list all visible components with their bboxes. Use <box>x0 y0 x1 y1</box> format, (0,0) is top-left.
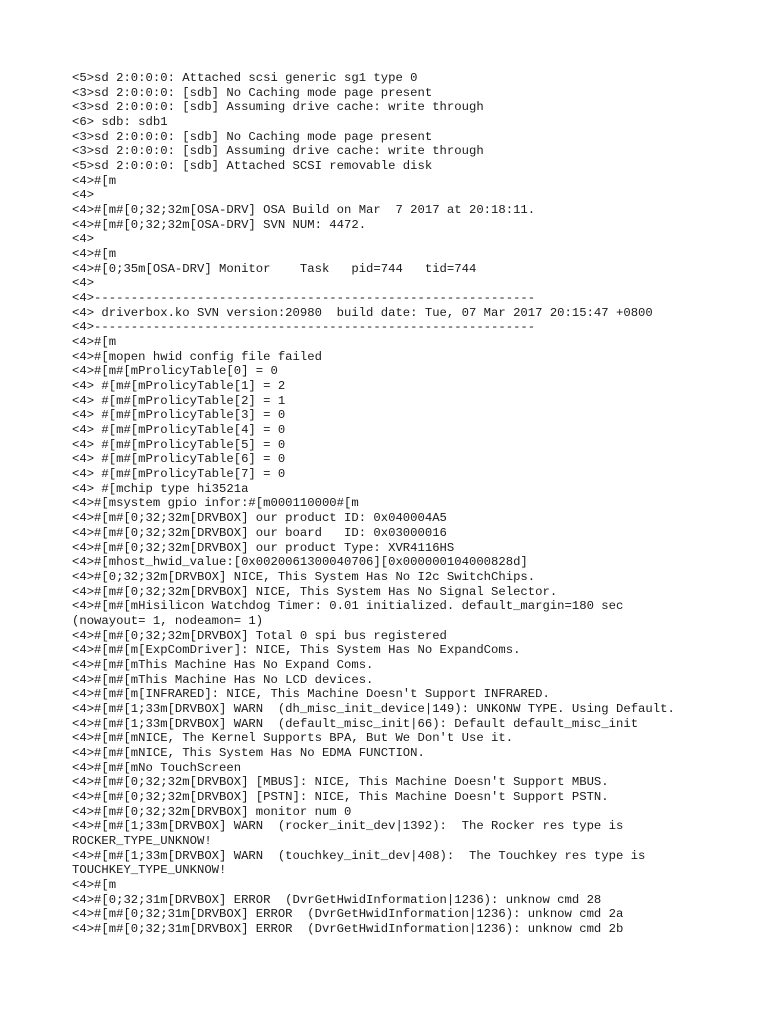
log-line: <4>#[mhost_hwid_value:[0x0020061300040706][0x000000104000828d] <box>72 555 528 570</box>
log-line: <4>#[m#[0;32;32m[DRVBOX] [MBUS]: NICE, This Machine Doesn't Support MBUS. <box>72 775 609 790</box>
log-line: <4>#[m#[0;32;32m[DRVBOX] [PSTN]: NICE, This Machine Doesn't Support PSTN. <box>72 789 609 804</box>
log-line: <4>#[m#[0;32;32m[DRVBOX] our product Type: XVR4116HS <box>72 540 455 555</box>
log-line: <5>sd 2:0:0:0: [sdb] Attached SCSI removable disk <box>72 159 433 174</box>
log-line: <3>sd 2:0:0:0: [sdb] No Caching mode page present <box>72 129 433 144</box>
log-line: <4> #[m#[mProlicyTable[2] = 1 <box>72 393 286 408</box>
log-line: <4> driverbox.ko SVN version:20980 build date: Tue, 07 Mar 2017 20:15:47 +0800 <box>72 305 653 320</box>
log-line: <4>#[m#[mHisilicon Watchdog Timer: 0.01 initialized. default_margin=180 sec <box>72 599 624 614</box>
log-line: <4>#[m#[0;32;32m[OSA-DRV] SVN NUM: 4472. <box>72 217 367 232</box>
log-line: <4>------------------------------------------------------------ <box>72 291 536 306</box>
log-line: (nowayout= 1, nodeamon= 1) <box>72 613 264 628</box>
log-line: <4> #[m#[mProlicyTable[3] = 0 <box>72 408 286 423</box>
log-line: <4>#[m#[0;32;32m[DRVBOX] Total 0 spi bus registered <box>72 628 447 643</box>
kernel-log-text <box>72 71 712 937</box>
log-line: <4>#[m#[mProlicyTable[0] = 0 <box>72 364 278 379</box>
log-line: <4>#[m#[0;32;32m[DRVBOX] monitor num 0 <box>72 804 352 819</box>
log-line: <4> #[m#[mProlicyTable[4] = 0 <box>72 423 286 438</box>
log-line: <4> #[m#[mProlicyTable[1] = 2 <box>72 379 286 394</box>
log-line: <4>#[msystem gpio infor:#[m000110000#[m <box>72 496 359 511</box>
log-line: TOUCHKEY_TYPE_UNKNOW! <box>72 863 227 878</box>
log-line: <4>#[m#[0;32;32m[DRVBOX] our product ID: 0x040004A5 <box>72 511 447 526</box>
log-line: <4> <box>72 232 95 247</box>
log-line: <4>#[0;35m[OSA-DRV] Monitor Task pid=744 tid=744 <box>72 261 477 276</box>
log-line: <4>#[0;32;31m[DRVBOX] ERROR (DvrGetHwidInformation|1236): unknow cmd 28 <box>72 892 602 907</box>
log-line: <4>#[m#[1;33m[DRVBOX] WARN (dh_misc_init_device|149): UNKONW TYPE. Using Default. <box>72 701 675 716</box>
log-line: <4>#[0;32;32m[DRVBOX] NICE, This System Has No I2c SwitchChips. <box>72 569 536 584</box>
log-line: <4>#[m#[mNICE, This System Has No EDMA FUNCTION. <box>72 745 425 760</box>
log-line: <4>#[m#[0;32;31m[DRVBOX] ERROR (DvrGetHwidInformation|1236): unknow cmd 2b <box>72 921 624 936</box>
log-line: <4>#[m#[mNo TouchScreen <box>72 760 242 775</box>
log-line: <4> #[m#[mProlicyTable[6] = 0 <box>72 452 286 467</box>
log-line: <4>#[m <box>72 877 117 892</box>
log-line: <4>------------------------------------------------------------ <box>72 320 536 335</box>
log-line: <4> #[m#[mProlicyTable[7] = 0 <box>72 467 286 482</box>
log-line: <4>#[m#[1;33m[DRVBOX] WARN (touchkey_init_dev|408): The Touchkey res type is <box>72 848 646 863</box>
log-line: <4>#[m#[0;32;32m[OSA-DRV] OSA Build on Mar 7 2017 at 20:18:11. <box>72 203 536 218</box>
log-line: <3>sd 2:0:0:0: [sdb] Assuming drive cache: write through <box>72 100 484 115</box>
log-line: <4>#[m <box>72 173 117 188</box>
log-line: <4>#[m#[0;32;32m[DRVBOX] NICE, This System Has No Signal Selector. <box>72 584 558 599</box>
log-line: <4>#[m#[mNICE, The Kernel Supports BPA, But We Don't Use it. <box>72 731 514 746</box>
log-line: <4> <box>72 188 95 203</box>
log-line: <4>#[m#[m[INFRARED]: NICE, This Machine Doesn't Support INFRARED. <box>72 687 550 702</box>
log-line: <4>#[m <box>72 247 117 262</box>
log-line: <4>#[m#[m[ExpComDriver]: NICE, This System Has No ExpandComs. <box>72 643 521 658</box>
log-line: <4> <box>72 276 95 291</box>
log-line: <4>#[m#[0;32;32m[DRVBOX] our board ID: 0x03000016 <box>72 525 447 540</box>
log-line: <3>sd 2:0:0:0: [sdb] No Caching mode page present <box>72 85 433 100</box>
log-line: <6> sdb: sdb1 <box>72 115 168 130</box>
log-line: <4>#[m <box>72 335 117 350</box>
log-line: <4> #[mchip type hi3521a <box>72 481 249 496</box>
log-line: ROCKER_TYPE_UNKNOW! <box>72 833 212 848</box>
log-line: <4>#[m#[mThis Machine Has No LCD devices. <box>72 672 374 687</box>
log-line: <4>#[m#[0;32;31m[DRVBOX] ERROR (DvrGetHwidInformation|1236): unknow cmd 2a <box>72 907 624 922</box>
log-line: <4>#[mopen hwid config file failed <box>72 349 322 364</box>
log-line: <4> #[m#[mProlicyTable[5] = 0 <box>72 437 286 452</box>
log-line: <3>sd 2:0:0:0: [sdb] Assuming drive cache: write through <box>72 144 484 159</box>
log-line: <4>#[m#[1;33m[DRVBOX] WARN (default_misc_init|66): Default default_misc_init <box>72 716 639 731</box>
log-line: <4>#[m#[1;33m[DRVBOX] WARN (rocker_init_dev|1392): The Rocker res type is <box>72 819 624 834</box>
log-line: <4>#[m#[mThis Machine Has No Expand Coms. <box>72 657 374 672</box>
log-line: <5>sd 2:0:0:0: Attached scsi generic sg1 type 0 <box>72 71 418 85</box>
